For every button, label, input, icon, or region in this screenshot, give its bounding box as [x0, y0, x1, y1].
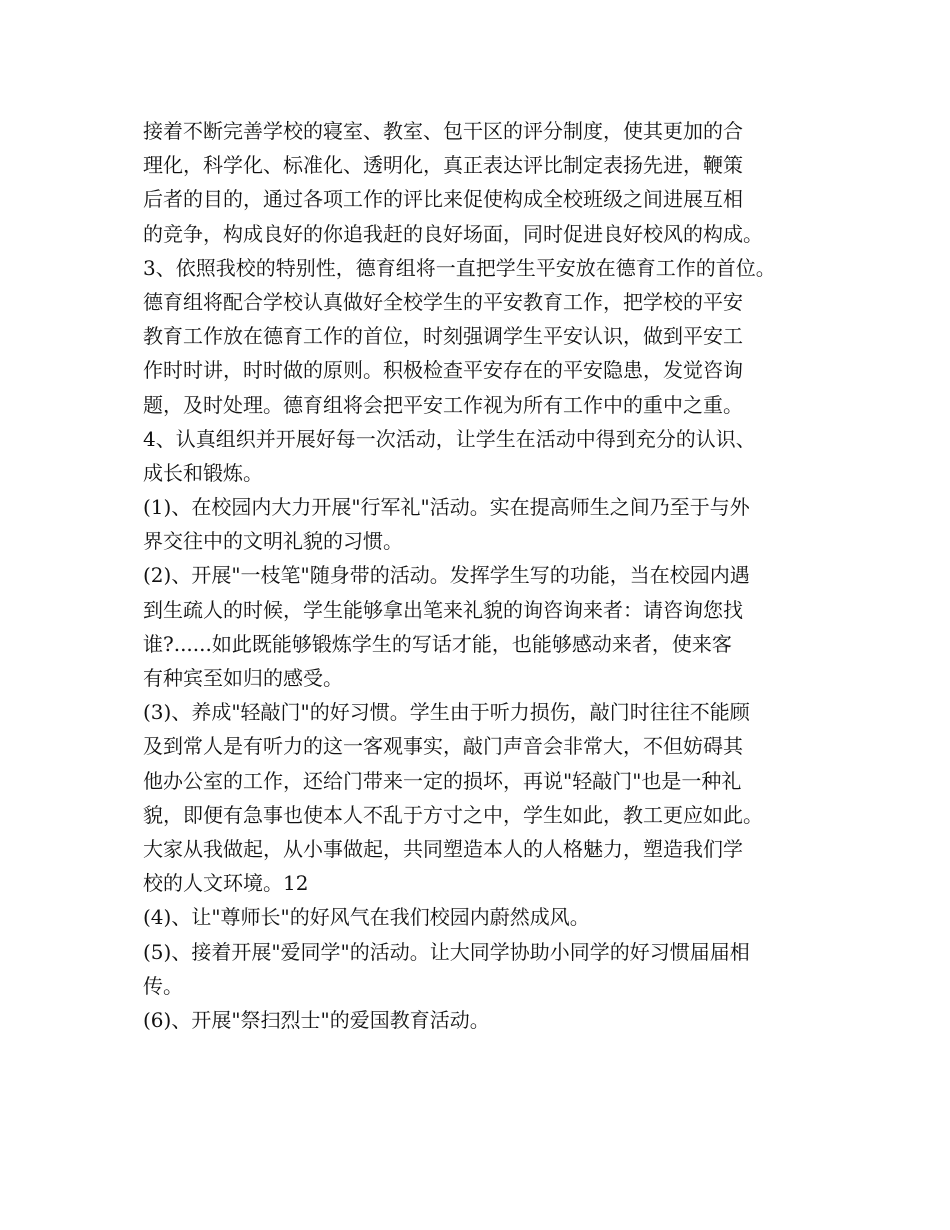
text-line: (5)、接着开展"爱同学"的活动。让大同学协助小同学的好习惯届届相	[143, 939, 750, 964]
text-line: 大家从我做起，从小事做起，共同塑造本人的人格魅力，塑造我们学	[143, 836, 743, 861]
body-text	[143, 114, 843, 1037]
text-line: 教育工作放在德育工作的首位，时刻强调学生平安认识，做到平安工	[143, 324, 743, 349]
text-line: 貌，即便有急事也使本人不乱于方寸之中，学生如此，教工更应如此。	[143, 802, 763, 827]
text-line: (3)、养成"轻敲门"的好习惯。学生由于听力损伤，敲门时往往不能顾	[143, 700, 750, 725]
text-line: 到生疏人的时候，学生能够拿出笔来礼貌的询咨询来者：请咨询您找	[143, 597, 743, 622]
text-line: 的竞争，构成良好的你追我赶的良好场面，同时促进良好校风的构成。	[143, 221, 763, 246]
text-line: 接着不断完善学校的寝室、教室、包干区的评分制度，使其更加的合	[143, 119, 743, 143]
text-line: 后者的目的，通过各项工作的评比来促使构成全校班级之间进展互相	[143, 187, 743, 212]
text-line: 作时时讲，时时做的原则。积极检查平安存在的平安隐患，发觉咨询	[143, 358, 743, 383]
text-line: 传。	[143, 973, 183, 998]
text-line: 4、认真组织并开展好每一次活动，让学生在活动中得到充分的认识、	[143, 426, 756, 451]
text-line: (2)、开展"一枝笔"随身带的活动。发挥学生写的功能，当在校园内遇	[143, 563, 750, 588]
text-line: 成长和锻炼。	[143, 460, 263, 485]
text-line: 有种宾至如归的感受。	[143, 666, 343, 690]
text-line: 他办公室的工作，还给门带来一定的损坏，再说"轻敲门"也是一种礼	[143, 768, 742, 793]
text-line: (4)、让"尊师长"的好风气在我们校园内蔚然成风。	[143, 905, 590, 930]
text-line: 校的人文环境。12	[143, 871, 309, 896]
text-line: 及到常人是有听力的这一客观事实，敲门声音会非常大，不但妨碍其	[143, 734, 743, 759]
text-line: 德育组将配合学校认真做好全校学生的平安教育工作，把学校的平安	[143, 289, 743, 314]
text-line: 界交往中的文明礼貌的习惯。	[143, 529, 403, 554]
text-line: 理化，科学化、标准化、透明化，真正表达评比制定表扬先进，鞭策	[143, 153, 743, 178]
text-line: 谁?......如此既能够锻炼学生的写话才能，也能够感动来者，使来客	[143, 631, 732, 656]
text-line: 题，及时处理。德育组将会把平安工作视为所有工作中的重中之重。	[143, 392, 743, 417]
text-line: 3、依照我校的特别性，德育组将一直把学生平安放在德育工作的首位。	[143, 255, 776, 280]
text-line: (1)、在校园内大力开展"行军礼"活动。实在提高师生之间乃至于与外	[143, 495, 750, 520]
text-line: (6)、开展"祭扫烈士"的爱国教育活动。	[143, 1007, 490, 1032]
